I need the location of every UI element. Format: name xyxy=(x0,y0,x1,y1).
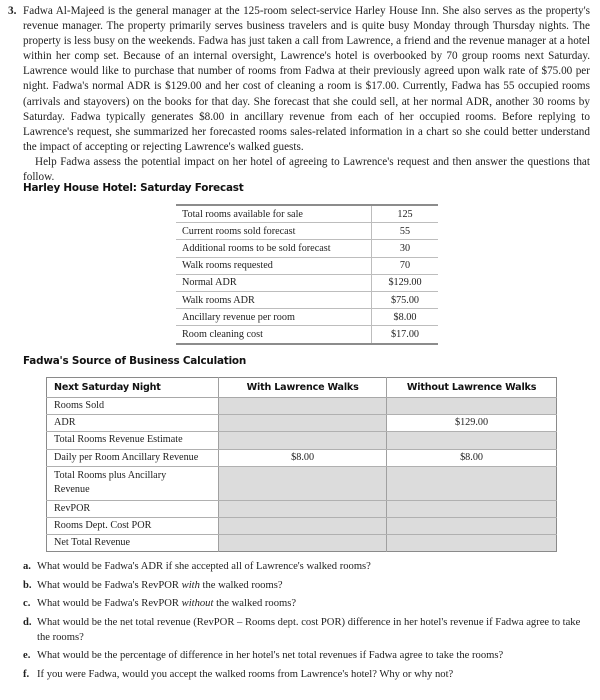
forecast-label: Normal ADR xyxy=(176,274,372,291)
row-label: ADR xyxy=(47,415,219,432)
forecast-label: Additional rooms to be sold forecast xyxy=(176,240,372,257)
without-walks-cell xyxy=(387,517,557,534)
without-walks-cell xyxy=(387,535,557,552)
forecast-value: 70 xyxy=(372,257,439,274)
with-walks-cell xyxy=(219,398,387,415)
forecast-label: Total rooms available for sale xyxy=(176,205,372,223)
row-label: Rooms Dept. Cost POR xyxy=(47,517,219,534)
table-row xyxy=(176,205,438,223)
forecast-value: 125 xyxy=(372,205,439,223)
with-walks-cell: $8.00 xyxy=(219,449,387,466)
table-row xyxy=(176,274,438,291)
saturday-forecast-table xyxy=(176,204,438,345)
table-row xyxy=(47,398,557,415)
table-row xyxy=(176,309,438,326)
table-row xyxy=(176,257,438,274)
question-text: If you were Fadwa, would you accept the walked rooms from Lawrence's hotel? Why or why not? xyxy=(37,668,454,680)
row-label: Rooms Sold xyxy=(47,398,219,415)
forecast-value: $8.00 xyxy=(372,309,439,326)
without-walks-cell xyxy=(387,398,557,415)
table-row xyxy=(47,415,557,432)
question-item xyxy=(23,648,588,663)
question-text-end: the walked rooms? xyxy=(199,579,283,591)
forecast-value: $129.00 xyxy=(372,274,439,291)
with-walks-cell xyxy=(219,466,387,500)
table-row xyxy=(47,432,557,449)
question-letter: a. xyxy=(23,561,31,572)
table-row xyxy=(47,500,557,517)
without-walks-cell: $8.00 xyxy=(387,449,557,466)
row-label: Total Rooms Revenue Estimate xyxy=(47,432,219,449)
with-walks-cell xyxy=(219,415,387,432)
question-item xyxy=(23,559,588,574)
forecast-label: Ancillary revenue per room xyxy=(176,309,372,326)
forecast-value: $75.00 xyxy=(372,291,439,308)
without-walks-cell xyxy=(387,500,557,517)
forecast-heading: Harley House Hotel: Saturday Forecast xyxy=(23,182,244,194)
question-letter: c. xyxy=(23,598,31,610)
row-label: Daily per Room Ancillary Revenue xyxy=(47,449,219,466)
forecast-label: Walk rooms ADR xyxy=(176,291,372,308)
with-walks-cell xyxy=(219,500,387,517)
question-letter: d. xyxy=(23,616,32,628)
table-row xyxy=(176,223,438,240)
problem-paragraph-2: Help Fadwa assess the potential impact on her hotel of agreeing to Lawrence's request and then answer the questions that follow. xyxy=(23,155,590,184)
question-text-end: the walked rooms? xyxy=(213,598,297,610)
forecast-value: $17.00 xyxy=(372,326,439,344)
column-header: Without Lawrence Walks xyxy=(387,378,557,398)
source-heading: Fadwa's Source of Business Calculation xyxy=(23,355,247,367)
row-label: RevPOR xyxy=(47,500,219,517)
question-text: What would be Fadwa's RevPOR xyxy=(37,579,182,591)
without-walks-cell xyxy=(387,432,557,449)
question-emphasis: with xyxy=(181,579,200,591)
column-header: Next Saturday Night xyxy=(47,378,219,398)
forecast-label: Walk rooms requested xyxy=(176,257,372,274)
row-label: Total Rooms plus Ancillary Revenue xyxy=(47,466,219,500)
row-label: Net Total Revenue xyxy=(54,537,131,549)
without-walks-cell: $129.00 xyxy=(387,415,557,432)
table-row xyxy=(47,466,557,500)
question-text: What would be Fadwa's RevPOR xyxy=(37,598,182,610)
question-item xyxy=(23,615,588,645)
question-text: What would be Fadwa's ADR if she accepted all of Lawrence's walked rooms? xyxy=(37,561,371,572)
question-letter: e. xyxy=(23,650,31,662)
table-row xyxy=(176,326,438,344)
without-walks-cell xyxy=(387,466,557,500)
forecast-value: 55 xyxy=(372,223,439,240)
question-item xyxy=(23,578,588,593)
question-text: What would be the net total revenue (RevPOR – Rooms dept. cost POR) difference in her hotel's revenue if Fadwa agree to take the rooms? xyxy=(37,616,581,643)
forecast-value: 30 xyxy=(372,240,439,257)
table-row xyxy=(47,449,557,466)
question-item xyxy=(23,667,588,682)
forecast-label: Room cleaning cost xyxy=(182,328,263,340)
with-walks-cell xyxy=(219,517,387,534)
question-text: What would be the percentage of difference in her hotel's net total revenues if Fadwa agree to take the rooms? xyxy=(37,650,504,662)
question-emphasis: without xyxy=(181,598,214,610)
table-row xyxy=(176,240,438,257)
table-row xyxy=(47,535,557,552)
problem-number: 3. xyxy=(8,5,17,17)
problem-paragraph-1: Fadwa Al-Majeed is the general manager at the 125-room select-service Harley House Inn. She also serves as the property's revenue manager. The property primarily serves business travelers and is quite busy Monday through Thursday nights. The property is less busy on the weekends. Fadwa has just taken a call from Lawrence, a friend and the revenue manager at a hotel within her comp set. Because of an internal oversight, Lawrence's hotel is overbooked by 70 group rooms next Saturday. Lawrence would like to purchase that number of rooms from Fadwa at their previously agreed upon walk rate of $75.00 per night. Fadwa's normal ADR is $129.00 and her cost of cleaning a room is $17.00. Currently, Fadwa has 55 occupied rooms (arrivals and stayovers) on the books for that day. She forecast that she could sell, at her normal ADR, another 30 rooms by Saturday. Fadwa typically generates $8.00 in ancillary revenue from each of her occupied rooms. Before replying to Lawrence's request, she summarized her forecasted rooms sales-related information in a chart so she could better understand the impact of accepting or rejecting Lawrence's walked guests. xyxy=(23,5,590,153)
with-walks-cell xyxy=(219,432,387,449)
table-row xyxy=(47,517,557,534)
question-letter: b. xyxy=(23,579,32,591)
question-item xyxy=(23,596,588,611)
problem-statement xyxy=(8,4,590,185)
forecast-label: Current rooms sold forecast xyxy=(176,223,372,240)
question-list xyxy=(23,559,588,686)
table-row xyxy=(176,291,438,308)
table-header-row xyxy=(47,378,557,398)
source-of-business-table xyxy=(46,377,557,552)
with-walks-cell xyxy=(219,535,387,552)
question-letter: f. xyxy=(23,668,30,680)
column-header: With Lawrence Walks xyxy=(219,378,387,398)
